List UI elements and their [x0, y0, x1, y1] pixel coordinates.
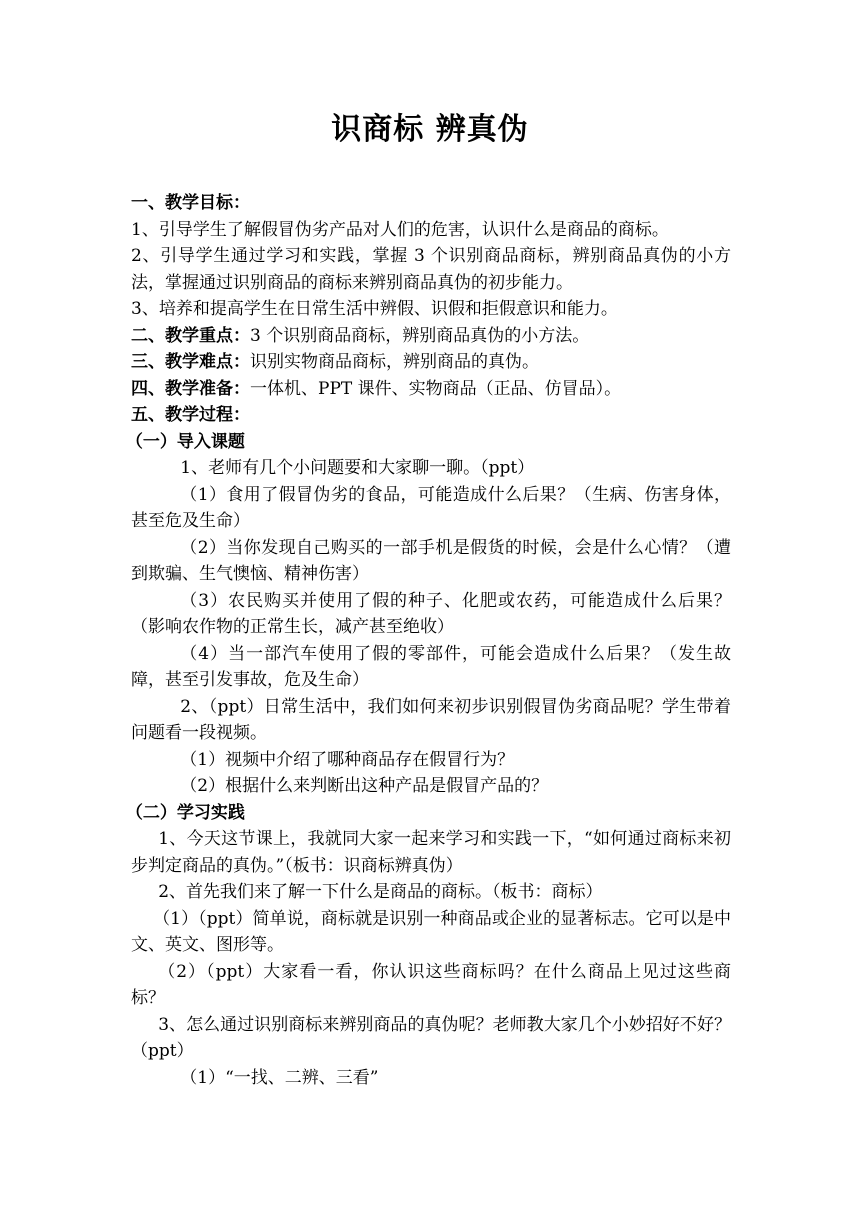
difficulty-text: 识别实物商品商标，辨别商品的真伪。	[250, 352, 539, 372]
intro-question-1: 1、老师有几个小问题要和大家聊一聊。（ppt）	[180, 458, 535, 478]
subsection-heading-intro: （一）导入课题	[125, 431, 245, 452]
key-point-text: 3 个识别商品商标，辨别商品真伪的小方法。	[250, 325, 590, 346]
practice-paragraph-3: 3、怎么通过识别商标来辨别商品的真伪呢？老师教大家几个小妙招好不好？（ppt）	[131, 1014, 731, 1061]
objective-item-1: 1、引导学生了解假冒伪劣产品对人们的危害，认识什么是商品的商标。	[131, 219, 669, 240]
intro-question-2-item-2: （2）根据什么来判断出这种产品是假冒产品的？	[180, 776, 549, 796]
practice-paragraph-1: 1、今天这节课上，我就同大家一起来学习和实践一下，“如何通过商标来初步判定商品的真伪。”（板书：识商标辨真伪）	[131, 829, 731, 876]
preparation-text: 一体机、PPT 课件、实物商品（正品、仿冒品）。	[250, 378, 622, 399]
objective-item-3: 3、培养和提高学生在日常生活中辨假、识假和拒假意识和能力。	[131, 299, 618, 319]
practice-paragraph-3-item-1: （1）“一找、二辨、三看”	[180, 1067, 379, 1088]
practice-paragraph-2: 2、首先我们来了解一下什么是商品的商标。（板书：商标）	[158, 882, 603, 902]
section-heading-objectives: 一、教学目标：	[131, 193, 250, 213]
intro-question-2: 2、（ppt）日常生活中，我们如何来初步识别假冒伪劣商品呢？学生带着问题看一段视频。	[131, 696, 731, 743]
key-point-paragraph	[131, 323, 731, 350]
objective-item-2: 2、引导学生通过学习和实践，掌握 3 个识别商品商标，辨别商品真伪的小方法，掌握通过识别商品的商标来辨别商品真伪的初步能力。	[131, 246, 731, 293]
subsection-heading-practice: （二）学习实践	[125, 802, 245, 823]
practice-paragraph-2-item-1: （1）（ppt）简单说，商标就是识别一种商品或企业的显著标志。它可以是中文、英文、图形等。	[131, 908, 731, 955]
key-point-heading: 二、教学重点：	[131, 325, 250, 346]
practice-paragraph-2-item-2: （2）（ppt）大家看一看，你认识这些商标吗？在什么商品上见过这些商标？	[131, 961, 731, 1008]
intro-question-2-item-1: （1）视频中介绍了哪种商品存在假冒行为？	[180, 749, 515, 770]
document-body	[125, 190, 731, 1091]
intro-question-1-item-1: （1）食用了假冒伪劣的食品，可能造成什么后果？（生病、伤害身体，甚至危及生命）	[131, 484, 731, 531]
intro-question-1-item-4: （4）当一部汽车使用了假的零部件，可能会造成什么后果？（发生故障，甚至引发事故，危及生命）	[131, 643, 731, 690]
section-heading-process: 五、教学过程：	[131, 405, 250, 425]
intro-question-1-item-3: （3）农民购买并使用了假的种子、化肥或农药，可能造成什么后果？（影响农作物的正常生长，减产甚至绝收）	[131, 590, 731, 637]
intro-question-1-item-2: （2）当你发现自己购买的一部手机是假货的时候，会是什么心情？（遭到欺骗、生气懊恼、精神伤害）	[131, 537, 731, 584]
document-title: 识商标 辨真伪	[331, 112, 529, 147]
difficulty-paragraph	[131, 349, 731, 376]
preparation-paragraph	[131, 376, 731, 403]
preparation-heading: 四、教学准备：	[131, 378, 250, 399]
difficulty-heading: 三、教学难点：	[131, 352, 250, 372]
